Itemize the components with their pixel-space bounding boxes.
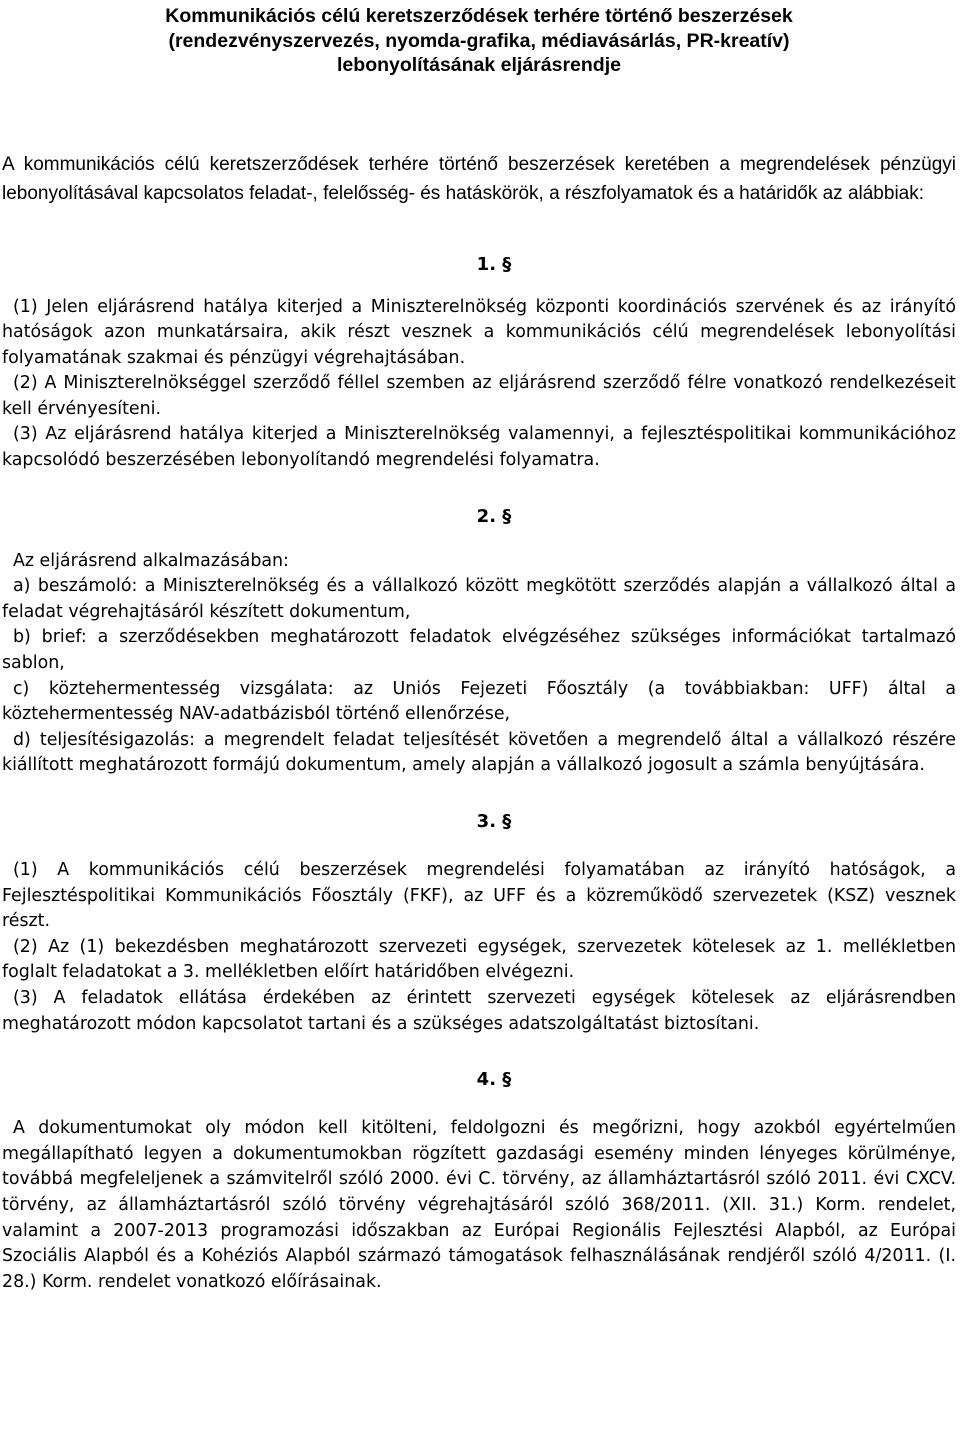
title-line-3: lebonyolításának eljárásrendje	[337, 54, 621, 76]
section-1-paragraph-3: (3) Az eljárásrend hatálya kiterjed a Miniszterelnökség valamennyi, a fejlesztéspolitikai kommunikációhoz kapcsolódó beszerzésében lebonyolítandó megrendelési folyamatra.	[2, 424, 956, 471]
section-3-heading: 3. §	[476, 811, 512, 832]
section-3-body	[2, 858, 956, 1037]
section-2-body	[2, 549, 956, 779]
section-2-item-b: b) brief: a szerződésekben meghatározott feladatok elvégzéséhez szükséges információkat tartalmazó sablon,	[2, 627, 956, 674]
section-2-item-d: d) teljesítésigazolás: a megrendelt feladat teljesítését követően a megrendelő által a vállalkozó részére kiállított meghatározott formájú dokumentum, amely alapján a vállalkozó jogosult a számla benyújtására.	[2, 729, 956, 776]
section-1-paragraph-1: (1) Jelen eljárásrend hatálya kiterjed a Miniszterelnökség központi koordinációs szervének és az irányító hatóságok azon munkatársaira, akik részt vesznek a kommunikációs célú megrendelések lebonyolítási folyamatának szakmai és pénzügyi végrehajtásában.	[2, 296, 956, 368]
section-4-body	[2, 1116, 956, 1295]
section-3-paragraph-1: (1) A kommunikációs célú beszerzések megrendelési folyamatában az irányító hatóságok, a Fejlesztéspolitikai Kommunikációs Főosztály (FKF), az UFF és a közreműködő szervezetek (KSZ) vesznek részt.	[2, 860, 956, 932]
title-line-1: Kommunikációs célú keretszerződések terhére történő beszerzések	[165, 5, 793, 27]
section-2-item-c: c) köztehermentesség vizsgálata: az Uniós Fejezeti Főosztály (a továbbiakban: UFF) által a köztehermentesség NAV-adatbázisból történő ellenőrzése,	[2, 678, 956, 725]
document-page	[2, 0, 956, 1295]
section-1-heading: 1. §	[476, 253, 512, 275]
section-1-body	[2, 295, 956, 474]
title-line-2: (rendezvényszervezés, nyomda-grafika, médiavásárlás, PR-kreatív)	[168, 29, 790, 52]
section-3-paragraph-3: (3) A feladatok ellátása érdekében az érintett szervezeti egységek kötelesek az eljárásrendben meghatározott módon kapcsolatot tartani és a szükséges adatszolgáltatást biztosítani.	[2, 987, 956, 1034]
section-2-item-a: a) beszámoló: a Miniszterelnökség és a vállalkozó között megkötött szerződés alapján a vállalkozó által a feladat végrehajtásáról készített dokumentum,	[2, 576, 956, 622]
section-2-heading: 2. §	[476, 505, 512, 527]
section-2-paragraph-1: Az eljárásrend alkalmazásában:	[13, 550, 289, 571]
section-4-paragraph-1: A dokumentumokat oly módon kell kitölteni, feldolgozni és megőrizni, hogy azokból egyértelműen megállapítható legyen a dokumentumokban rögzített gazdasági esemény minden lényeges körülménye, továbbá megfeleljenek a számvitelről szóló 2000. évi C. törvény, az államháztartásról szóló 2011. évi CXCV. törvény, az államháztartásról szóló törvény végrehajtásáról szóló 368/2011. (XII. 31.) Korm. rendelet, valamint a 2007-2013 programozási időszakban az Európai Regionális Fejlesztési Alapból, az Európai Szociális Alapból és a Kohéziós Alapból származó támogatások felhasználásának rendjéről szóló 4/2011. (I. 28.) Korm. rendelet vonatkozó előírásainak.	[2, 1118, 956, 1292]
document-title	[2, 0, 956, 78]
section-3-paragraph-2: (2) Az (1) bekezdésben meghatározott szervezeti egységek, szervezetek kötelesek az 1. mellékletben foglalt feladatokat a 3. mellékletben előírt határidőben elvégezni.	[2, 936, 956, 983]
section-4-heading: 4. §	[476, 1069, 512, 1091]
intro-paragraph: A kommunikációs célú keretszerződések terhére történő beszerzések keretében a megrendelések pénzügyi lebonyolításával kapcsolatos feladat-, felelősség- és hatáskörök, a részfolyamatok és a határidők az alábbiak:	[2, 153, 956, 204]
section-1-paragraph-2: (2) A Miniszterelnökséggel szerződő féllel szemben az eljárásrend szerződő félre vonatkozó rendelkezéseit kell érvényesíteni.	[2, 373, 956, 419]
